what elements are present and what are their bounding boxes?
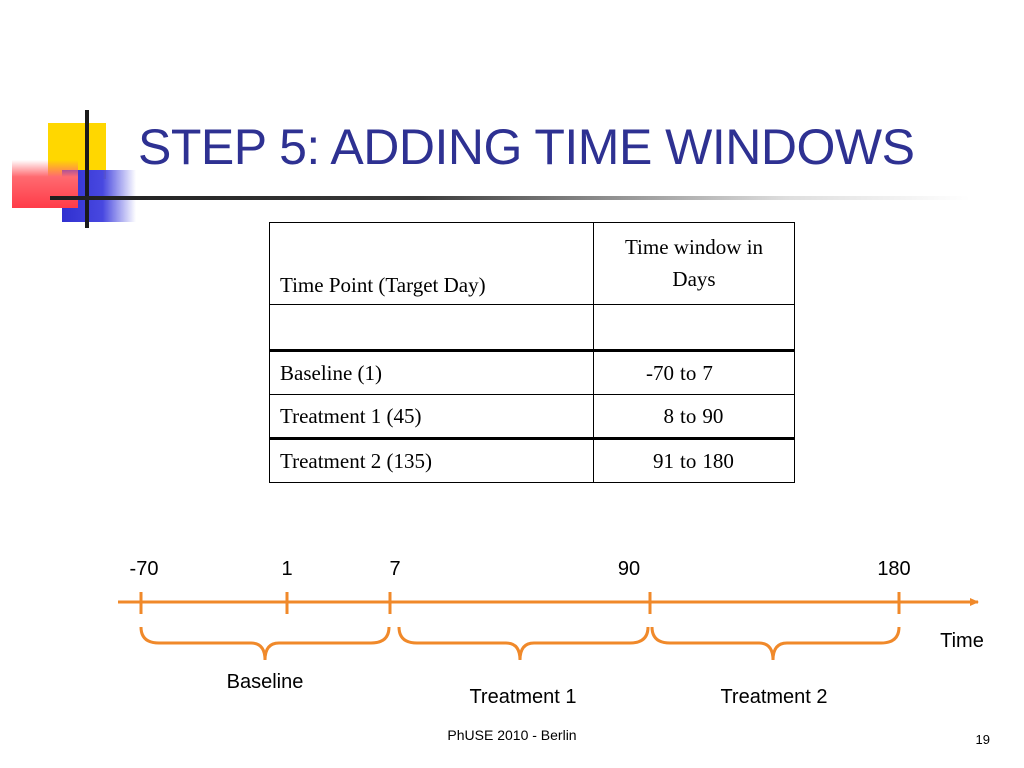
window-label-treatment-2: Treatment 2: [720, 686, 828, 708]
range-sep: to: [680, 448, 697, 473]
tick-label-180: 180: [877, 558, 911, 580]
timeline-diagram: [0, 540, 1024, 720]
axis-label-time: Time: [940, 630, 984, 652]
time-point-label: Baseline (1): [270, 351, 594, 395]
tick-label-minus-70: -70: [129, 558, 159, 580]
brace-treatment-2: [652, 627, 899, 660]
range-from: 91: [653, 448, 674, 473]
time-window-table: [269, 222, 795, 483]
table-row-empty: [270, 305, 795, 351]
range-to: 7: [702, 360, 713, 385]
range-to: 90: [702, 403, 724, 428]
deco-vertical-line: [85, 110, 89, 228]
slide-title: STEP 5: ADDING TIME WINDOWS: [138, 119, 915, 175]
range-from: -70: [646, 360, 674, 385]
table-cell: [270, 305, 594, 351]
window-label-treatment-1: Treatment 1: [469, 686, 577, 708]
table-row-baseline: [270, 351, 795, 395]
time-point-label: Treatment 1 (45): [270, 395, 594, 439]
time-window-range: [594, 439, 795, 483]
brace-baseline: [141, 627, 389, 660]
range-sep: to: [680, 403, 697, 428]
time-point-label: Treatment 2 (135): [270, 439, 594, 483]
window-label-baseline: Baseline: [226, 671, 304, 693]
range-to: 180: [702, 448, 734, 473]
deco-red-square: [12, 160, 78, 208]
slide-number: 19: [975, 732, 990, 747]
title-divider: [50, 196, 970, 200]
table-row-treatment-2: [270, 439, 795, 483]
table-row-treatment-1: [270, 395, 795, 439]
tick-label-7: 7: [389, 558, 401, 580]
range-from: 8: [663, 403, 674, 428]
header-time-window: Time window in Days: [594, 223, 795, 305]
time-window-range: [594, 351, 795, 395]
table-cell: [594, 305, 795, 351]
brace-treatment-1: [399, 627, 648, 660]
table-header-row: [270, 223, 795, 305]
tick-label-90: 90: [617, 558, 641, 580]
tick-label-1: 1: [281, 558, 293, 580]
time-window-range: [594, 395, 795, 439]
slide-footer: PhUSE 2010 - Berlin: [447, 727, 577, 743]
range-sep: to: [680, 360, 697, 385]
header-time-point: Time Point (Target Day): [270, 223, 594, 305]
